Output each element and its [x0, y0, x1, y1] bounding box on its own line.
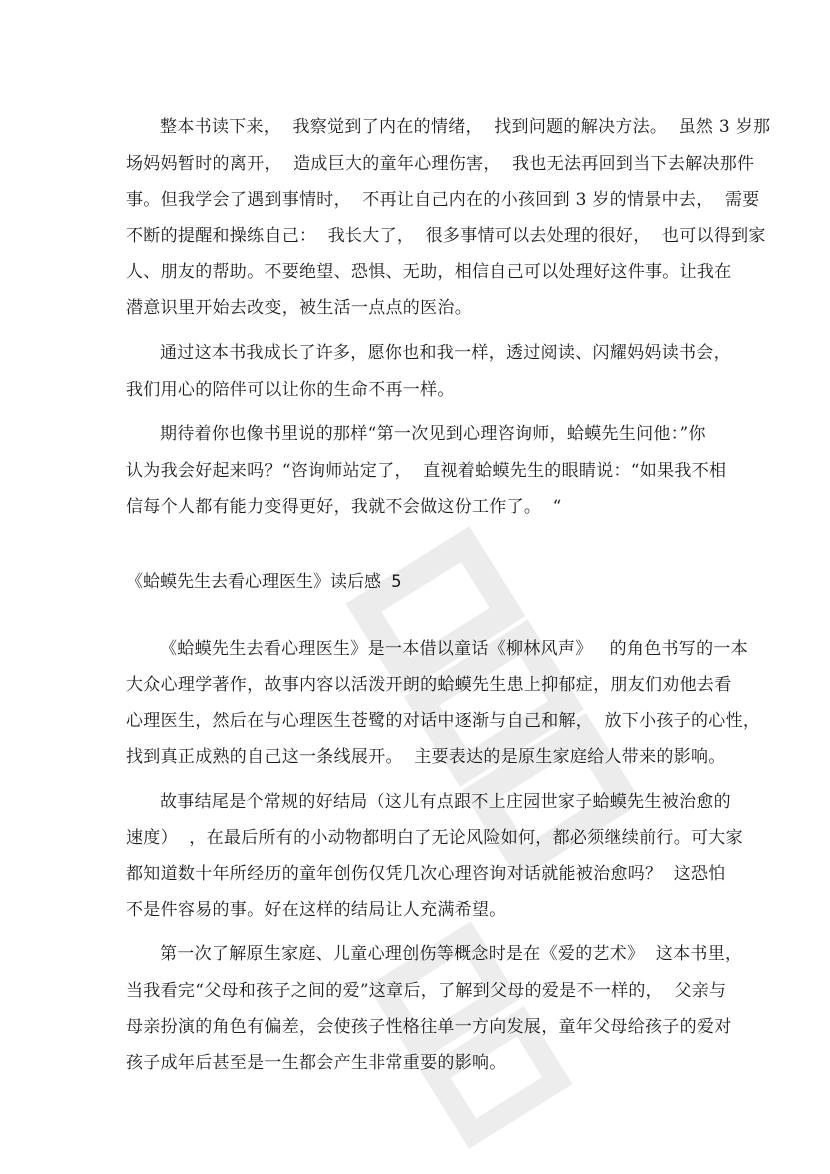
paragraph-3-line-3: 信每个人都有能力变得更好，我就不会做这份工作了。 “	[126, 497, 562, 517]
paragraph-5-line-3: 都知道数十年所经历的童年创伤仅凭几次心理咨询对话就能被治愈吗？ 这恐怕	[126, 864, 726, 884]
paragraph-2-line-1: 通过这本书我成长了许多，愿你也和我一样，透过阅读、闪耀妈妈读书会，	[160, 343, 731, 363]
paragraph-1-line-3: 事。但我学会了遇到事情时， 不再让自己内在的小孩回到 3 岁的情景中去， 需要	[126, 190, 760, 210]
paragraph-3-line-1: 期待着你也像书里说的那样“第一次见到心理咨询师，蛤蟆先生问他：”你	[160, 424, 706, 444]
paragraph-3-line-2: 认为我会好起来吗？“咨询师站定了， 直视着蛤蟆先生的眼睛说：“如果我不相	[126, 461, 727, 481]
paragraph-6-line-3: 母亲扮演的角色有偏差，会使孩子性格往单一方向发展，童年父母给孩子的爱对	[126, 1017, 732, 1037]
paragraph-4-line-2: 大众心理学著作，故事内容以活泼开朗的蛤蟆先生患上抑郁症，朋友们劝他去看	[126, 675, 732, 695]
section-heading: 《蛤蟆先生去看心理医生》读后感 5	[126, 572, 402, 592]
paragraph-4-line-4: 找到真正成熟的自己这一条线展开。 主要表达的是原生家庭给人带来的影响。	[126, 747, 726, 767]
paragraph-1-line-2: 场妈妈暂时的离开， 造成巨大的童年心理伤害， 我也无法再回到当下去解决那件	[126, 154, 755, 174]
paragraph-5-line-4: 不是件容易的事。好在这样的结局让人充满希望。	[126, 900, 507, 920]
paragraph-1-line-1: 整本书读下来， 我察觉到了内在的情绪， 找到问题的解决方法。 虽然 3 岁那	[160, 117, 771, 137]
paragraph-5-line-1: 故事结尾是个常规的好结局（这儿有点跟不上庄园世家子蛤蟆先生被治愈的	[160, 792, 731, 812]
paragraph-1-line-6: 潜意识里开始去改变，被生活一点点的医治。	[126, 298, 472, 318]
paragraph-6-line-2: 当我看完“父母和孩子之间的爱”这章后，了解到父母的爱是不一样的， 父亲与	[126, 981, 727, 1001]
paragraph-1-line-5: 人、朋友的帮助。不要绝望、恐惧、无助，相信自己可以处理好这件事。让我在	[126, 262, 732, 282]
paragraph-4-line-1: 《蛤蟆先生去看心理医生》是一本借以童话《柳林风声》 的角色书写的一本	[160, 639, 749, 659]
paragraph-2-line-2: 我们用心的陪伴可以让你的生命不再一样。	[126, 380, 455, 400]
paragraph-6-line-4: 孩子成年后甚至是一生都会产生非常重要的影响。	[126, 1053, 507, 1073]
paragraph-5-line-2: 速度） ，在最后所有的小动物都明白了无论风险如何，都必须继续前行。可大家	[126, 828, 743, 848]
paragraph-4-line-3: 心理医生，然后在与心理医生苍鹭的对话中逐渐与自己和解， 放下小孩子的心性，	[126, 711, 761, 731]
paragraph-1-line-4: 不断的提醒和操练自己： 我长大了， 很多事情可以去处理的很好， 也可以得到家	[126, 226, 766, 246]
paragraph-6-line-1: 第一次了解原生家庭、儿童心理创伤等概念时是在《爱的艺术》 这本书里，	[160, 944, 743, 964]
